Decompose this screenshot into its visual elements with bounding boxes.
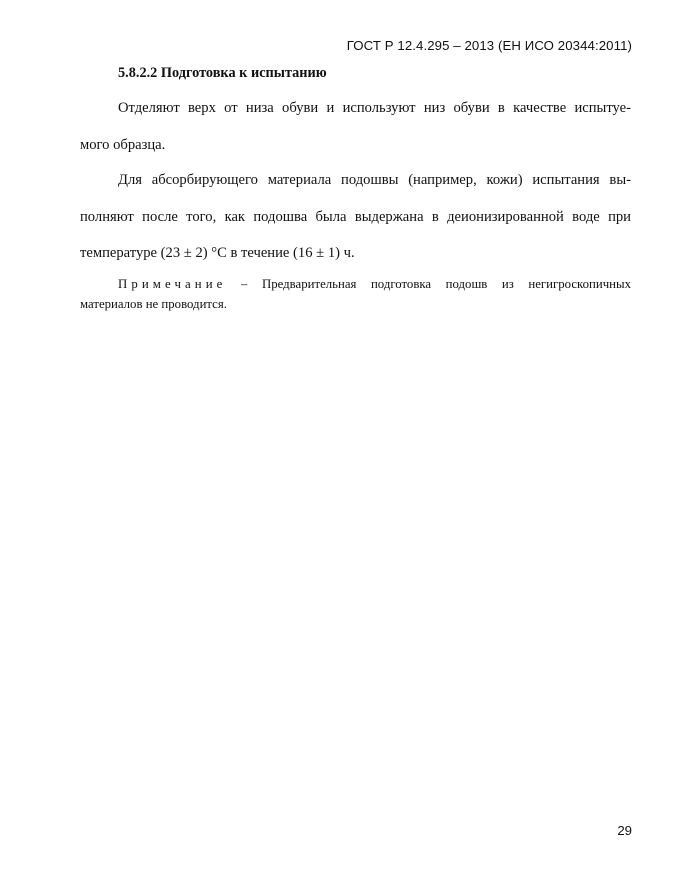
note-line [80, 275, 631, 295]
note-line: материалов не проводится. [80, 296, 227, 311]
note [80, 275, 631, 314]
paragraph-2 [80, 162, 631, 272]
note-dash: – [241, 277, 248, 291]
paragraph-line: Отделяют верх от низа обуви и используют низ обуви в качестве испытуе- [118, 100, 631, 116]
note-label: Примечание [118, 277, 227, 291]
paragraph-line: мого образца. [80, 136, 166, 153]
paragraph-line: температуре (23 ± 2) °С в течение (16 ± 1) ч. [80, 245, 355, 261]
page-header: ГОСТ Р 12.4.295 – 2013 (ЕН ИСО 20344:2011) [346, 38, 632, 53]
note-text: Предварительная подготовка подошв из негигроскопичных [262, 277, 631, 291]
paragraph-1 [80, 90, 631, 163]
paragraph-line: полняют после того, как подошва была выдержана в деионизированной воде при [80, 208, 631, 225]
page-number: 29 [617, 823, 632, 838]
section-heading: 5.8.2.2 Подготовка к испытанию [118, 65, 327, 81]
paragraph-line: Для абсорбирующего материала подошвы (например, кожи) испытания вы- [118, 172, 631, 188]
